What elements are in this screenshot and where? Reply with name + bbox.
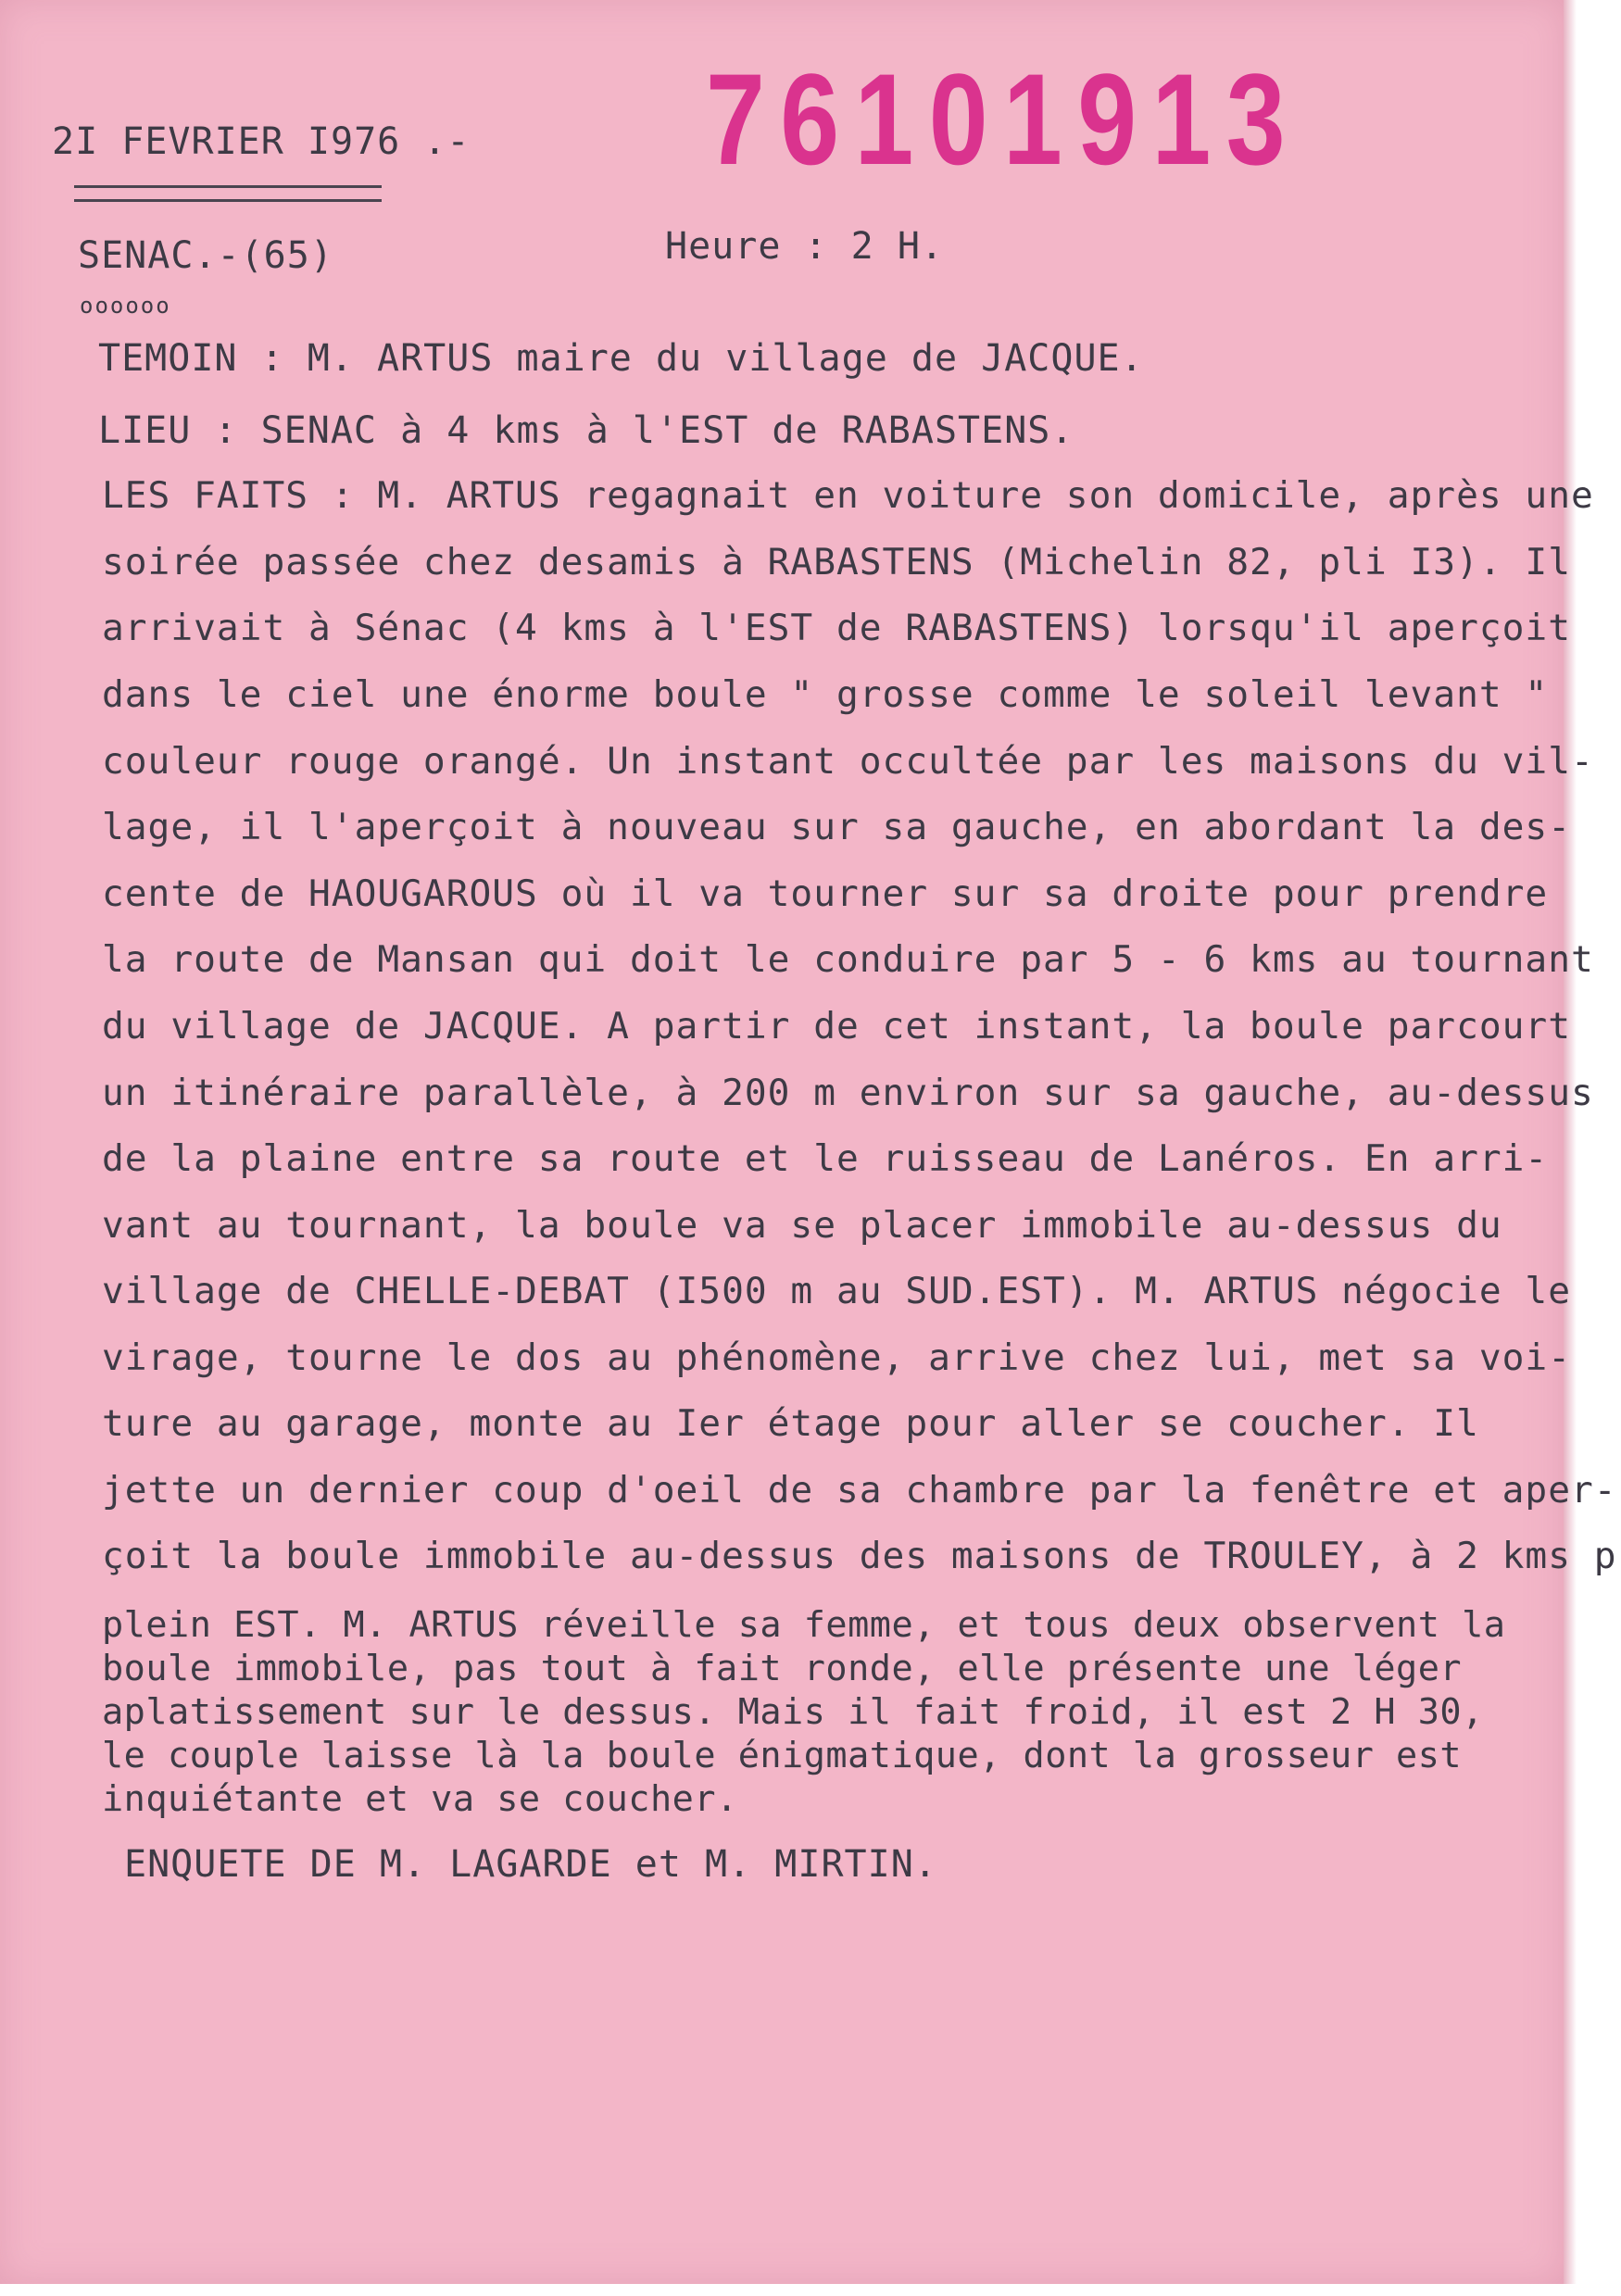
enquete-footer: ENQUETE DE M. LAGARDE et M. MIRTIN. [124, 1843, 937, 1886]
body-line: ture au garage, monte au Ier étage pour aller se coucher. Il [102, 1402, 1479, 1445]
body-line: un itinéraire parallèle, à 200 m environ sur sa gauche, au-dessus [102, 1072, 1594, 1114]
body-line: du village de JACQUE. A partir de cet instant, la boule parcourt [102, 1005, 1571, 1048]
temoin-line: TEMOIN : M. ARTUS maire du village de JACQUE. [98, 337, 1144, 380]
body-line: aplatissement sur le dessus. Mais il fait froid, il est 2 H 30, [102, 1691, 1484, 1733]
body-line: plein EST. M. ARTUS réveille sa femme, et tous deux observent la [102, 1604, 1506, 1646]
body-line: arrivait à Sénac (4 kms à l'EST de RABASTENS) lorsqu'il aperçoit [102, 607, 1571, 649]
body-line: village de CHELLE-DEBAT (I500 m au SUD.EST). M. ARTUS négocie le [102, 1270, 1571, 1312]
body-line: inquiétante et va se coucher. [102, 1778, 738, 1820]
body-line: couleur rouge orangé. Un instant occultée par les maisons du vil- [102, 740, 1594, 783]
separator-circles: oooooo [80, 293, 171, 319]
body-line: soirée passée chez desamis à RABASTENS (Michelin 82, pli I3). Il [102, 541, 1571, 583]
body-line: virage, tourne le dos au phénomène, arrive chez lui, met sa voi- [102, 1336, 1571, 1379]
body-line: le couple laisse là la boule énigmatique, dont la grosseur est [102, 1735, 1463, 1776]
body-line: la route de Mansan qui doit le conduire par 5 - 6 kms au tournant [102, 938, 1594, 981]
place-heading: SENAC.-(65) [78, 234, 333, 277]
body-line: de la plaine entre sa route et le ruisseau de Lanéros. En arri- [102, 1137, 1549, 1180]
sheet-edge [1564, 0, 1577, 2284]
body-line: çoit la boule immobile au-dessus des maisons de TROULEY, à 2 kms p [102, 1535, 1617, 1577]
hour-heading: Heure : 2 H. [665, 225, 944, 268]
body-line: vant au tournant, la boule va se placer immobile au-dessus du [102, 1204, 1502, 1247]
stamp-number: 76101913 [706, 46, 1301, 192]
document-date: 2I FEVRIER I976 .- [52, 120, 471, 163]
body-line: lage, il l'aperçoit à nouveau sur sa gauche, en abordant la des- [102, 806, 1571, 848]
body-line: boule immobile, pas tout à fait ronde, elle présente une léger [102, 1648, 1463, 1689]
body-line: LES FAITS : M. ARTUS regagnait en voiture son domicile, après une [102, 474, 1594, 517]
body-line: cente de HAOUGAROUS où il va tourner sur sa droite pour prendre [102, 872, 1549, 915]
lieu-line: LIEU : SENAC à 4 kms à l'EST de RABASTENS. [98, 409, 1074, 452]
date-underline [74, 185, 382, 202]
body-line: jette un dernier coup d'oeil de sa chambre par la fenêtre et aper- [102, 1469, 1617, 1512]
body-line: dans le ciel une énorme boule " grosse comme le soleil levant " [102, 673, 1549, 716]
